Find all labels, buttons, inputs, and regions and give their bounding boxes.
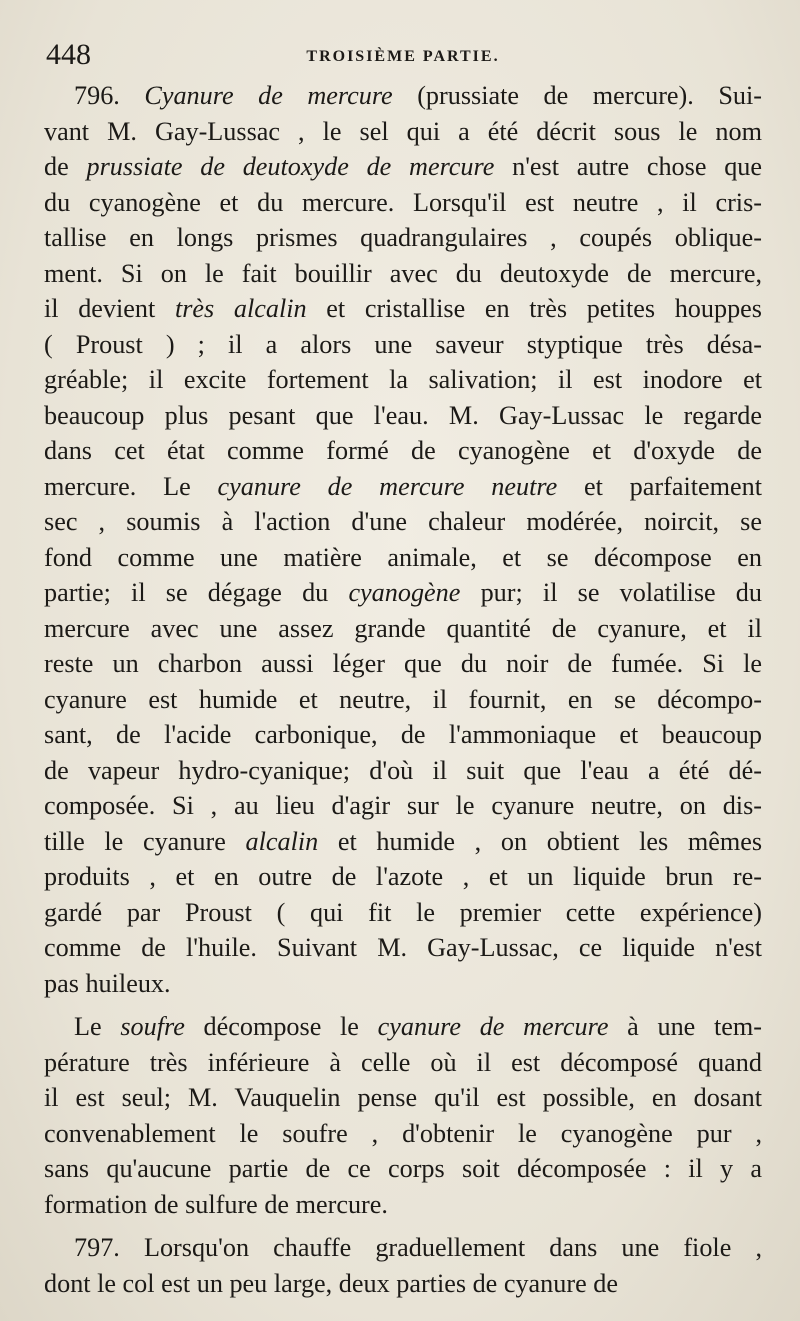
text-segment: dont le col est un peu large, deux parties de cyanure de (44, 1268, 618, 1298)
text-segment: sans qu'aucune partie de ce corps soit décomposée : il y a (44, 1154, 762, 1183)
italic-term: très alcalin (174, 294, 307, 323)
text-segment: 797. Lorsqu'on chauffe graduellement dans une fiole , (74, 1233, 762, 1262)
text-segment: dans cet état comme formé de cyanogène et d'oxyde de (44, 436, 762, 465)
running-title: TROISIÈME PARTIE. (306, 48, 500, 65)
italic-term: Cyanure de mercure (144, 81, 393, 110)
text-line (44, 753, 762, 789)
italic-term: cyanure de mercure neutre (217, 471, 558, 501)
text-segment: beaucoup plus pesant que l'eau. M. Gay-Lussac le regarde (44, 400, 762, 430)
text-segment: pérature très inférieure à celle où il est décomposé quand (44, 1047, 762, 1077)
text-segment: ( Proust ) ; il a alors une saveur styptique très désa- (44, 329, 762, 359)
text-segment: ment. Si on le fait bouillir avec du deutoxyde de mercure, (44, 258, 762, 288)
text-line (44, 895, 762, 931)
text-line (44, 1230, 762, 1266)
text-segment: et cristallise en très petites houppes (306, 294, 762, 323)
paragraph (44, 1230, 762, 1301)
text-segment: il devient (44, 294, 175, 323)
text-line (44, 1045, 762, 1081)
text-line (44, 362, 762, 398)
paragraph-gap (44, 1001, 762, 1009)
text-line (44, 1009, 762, 1045)
text-line (44, 930, 762, 966)
paragraph (44, 1009, 762, 1222)
text-line (44, 646, 762, 682)
paragraph-gap (44, 1222, 762, 1230)
text-segment: (prussiate de mercure). Sui- (392, 81, 763, 110)
text-line (44, 1080, 762, 1116)
text-line (44, 398, 762, 434)
text-line (44, 575, 762, 611)
text-segment: il est seul; M. Vauquelin pense qu'il est possible, en dosant (44, 1083, 762, 1112)
text-line (44, 1116, 762, 1152)
text-segment: pas huileux. (44, 968, 171, 998)
italic-term: cyanogène (348, 578, 461, 607)
text-segment: sec , soumis à l'action d'une chaleur modérée, noircit, se (44, 507, 762, 536)
text-segment: sant, de l'acide carbonique, de l'ammoniaque et beaucoup (44, 720, 762, 749)
text-line (44, 1266, 762, 1302)
text-line (44, 788, 762, 824)
text-segment: formation de sulfure de mercure. (44, 1189, 388, 1219)
text-segment: tallise en longs prismes quadrangulaires , coupés oblique- (44, 223, 762, 252)
text-segment: convenablement le soufre , d'obtenir le cyanogène pur , (44, 1118, 762, 1148)
body-text (44, 78, 762, 1301)
text-line (44, 1187, 762, 1223)
text-line (44, 114, 762, 150)
text-line (44, 504, 762, 540)
text-line (44, 256, 762, 292)
text-segment: cyanure est humide et neutre, il fournit, en se décompo- (44, 684, 762, 714)
text-line (44, 859, 762, 895)
text-segment: n'est autre chose que (494, 152, 762, 181)
text-line (44, 149, 762, 185)
text-line (44, 717, 762, 753)
text-line (44, 540, 762, 576)
text-line (44, 291, 762, 327)
text-segment: et parfaitement (557, 471, 762, 501)
text-segment: de vapeur hydro-cyanique; d'où il suit que l'eau a été dé- (44, 755, 762, 785)
text-line (44, 220, 762, 256)
text-segment: pur; il se volatilise du (460, 578, 762, 607)
running-head (44, 34, 762, 76)
text-line (44, 78, 762, 114)
text-segment: et humide , on obtient les mêmes (318, 826, 763, 856)
page-number: 448 (46, 38, 91, 71)
text-line (44, 469, 762, 505)
text-line (44, 1151, 762, 1187)
italic-term: cyanure de mercure (377, 1012, 609, 1041)
text-line (44, 966, 762, 1002)
text-segment: vant M. Gay-Lussac , le sel qui a été décrit sous le nom (44, 116, 762, 146)
text-line (44, 433, 762, 469)
text-line (44, 185, 762, 221)
text-segment: 796. (74, 81, 145, 110)
text-line (44, 682, 762, 718)
text-segment: mercure. Le (44, 471, 218, 501)
text-segment: gardé par Proust ( qui fit le premier cette expérience) (44, 897, 762, 927)
text-segment: gréable; il excite fortement la salivation; il est inodore et (44, 365, 762, 394)
italic-term: soufre (120, 1012, 185, 1041)
text-segment: décompose le (184, 1012, 378, 1041)
text-segment: composée. Si , au lieu d'agir sur le cyanure neutre, on dis- (44, 791, 762, 820)
text-segment: mercure avec une assez grande quantité de cyanure, et il (44, 613, 762, 643)
text-segment: fond comme une matière animale, et se décompose en (44, 542, 762, 572)
italic-term: alcalin (245, 826, 319, 856)
text-segment: à une tem- (608, 1012, 762, 1041)
text-line (44, 327, 762, 363)
text-segment: produits , et en outre de l'azote , et un liquide brun re- (44, 862, 762, 891)
italic-term: prussiate de deutoxyde de mercure (86, 152, 495, 181)
paragraph (44, 78, 762, 1001)
text-segment: de (44, 152, 87, 181)
text-segment: reste un charbon aussi léger que du noir de fumée. Si le (44, 649, 762, 678)
text-segment: du cyanogène et du mercure. Lorsqu'il est neutre , il cris- (44, 187, 762, 217)
text-segment: Le (74, 1012, 121, 1041)
text-segment: tille le cyanure (44, 826, 246, 856)
text-segment: comme de l'huile. Suivant M. Gay-Lussac, ce liquide n'est (44, 933, 762, 962)
text-line (44, 824, 762, 860)
text-segment: partie; il se dégage du (44, 578, 349, 607)
text-line (44, 611, 762, 647)
